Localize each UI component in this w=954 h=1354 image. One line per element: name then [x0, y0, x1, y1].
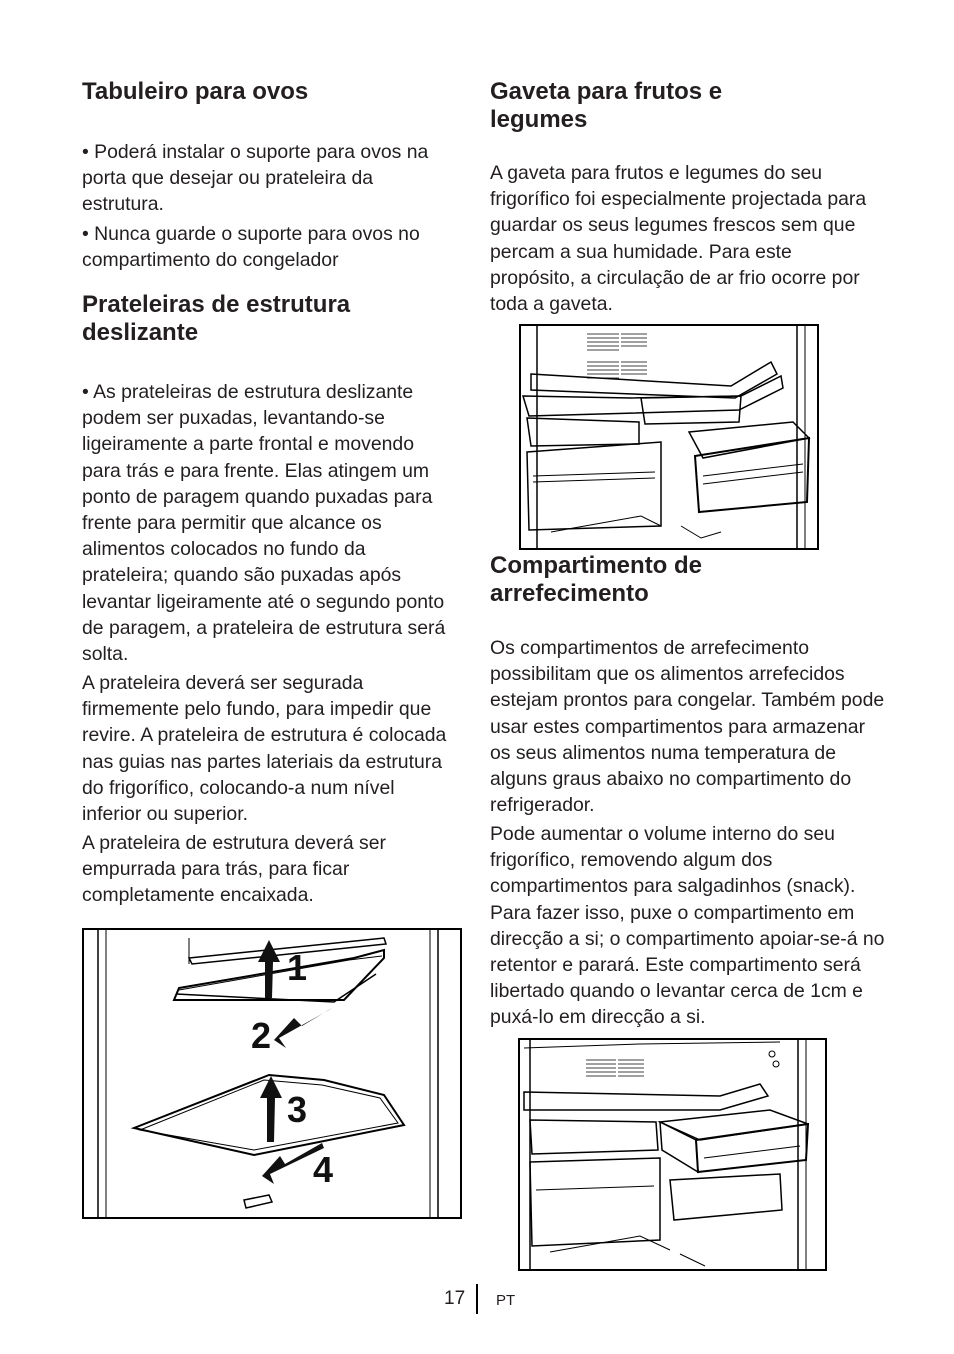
step-label-2: 2 — [251, 1015, 272, 1056]
crisper-paragraph-1: A gaveta para frutos e legumes do seu frigorífico foi especialmente projectada para guardar os seus legumes frescos sem que percam a sua humidade. Para este propósito, a circulação de ar frio ocorre por toda a gaveta. — [490, 162, 867, 316]
sliding-shelves-paragraph-1: • As prateleiras de estrutura deslizante podem ser puxadas, levantando-se ligeiramente a parte frontal e movendo para trás e para frente. Elas atingem um ponto de paragem quando puxadas para frente para permitir que alcance os alimentos colocados no fundo da prateleira; quando são puxadas após levantar ligeiramente até o segundo ponto de paragem, a prateleira de estrutura será solta. — [82, 381, 446, 666]
sliding-shelves-heading: Prateleiras de estrutura deslizante — [82, 291, 351, 346]
egg-tray-heading: Tabuleiro para ovos — [82, 78, 309, 105]
chill-compartment-paragraph-2: Pode aumentar o volume interno do seu frigorífico, removendo algum dos compartimentos para salgadinhos (snack). Para fazer isso, puxe o compartimento em direcção a si; o compartimento apoiar-se-á no retentor e parará. Este compartimento será libertado quando o levantar cerca de 1cm e puxá-lo em direcção a si. — [490, 823, 885, 1029]
sliding-shelves-paragraph-3: A prateleira de estrutura deverá ser empurrada para trás, para ficar completamente encaixada. — [82, 832, 386, 907]
chill-compartment-heading: Compartimento de arrefecimento — [490, 552, 703, 607]
sliding-shelf-illustration — [82, 928, 462, 1219]
egg-tray-paragraph-1: • Poderá instalar o suporte para ovos na porta que desejar ou prateleira da estrutura. — [82, 141, 429, 216]
step-label-3: 3 — [287, 1089, 308, 1130]
step-label-1: 1 — [287, 947, 308, 988]
chill-compartment-paragraph-1: Os compartimentos de arrefecimento possibilitam que os alimentos arrefecidos estejam prontos para congelar. Também pode usar estes compartimentos para armazenar os seus alimentos numa temperatura de alguns graus abaixo no compartimento do refrigerador. — [490, 637, 885, 817]
step-label-4: 4 — [313, 1149, 334, 1190]
page-number: 17 — [444, 1288, 466, 1309]
language-code: PT — [496, 1292, 516, 1309]
chill-compartment-illustration — [518, 1038, 827, 1271]
crisper-heading: Gaveta para frutos e legumes — [490, 78, 723, 133]
crisper-drawer-illustration — [519, 324, 819, 550]
page-footer — [0, 1284, 954, 1314]
sliding-shelves-paragraph-2: A prateleira deverá ser segurada firmemente pelo fundo, para impedir que revire. A prateleira de estrutura é colocada nas guias nas partes lateriais da estrutura do frigorífico, colocando-a num nível inferior ou superior. — [82, 672, 447, 826]
egg-tray-paragraph-2: • Nunca guarde o suporte para ovos no compartimento do congelador — [82, 223, 420, 272]
footer-divider — [476, 1284, 478, 1314]
